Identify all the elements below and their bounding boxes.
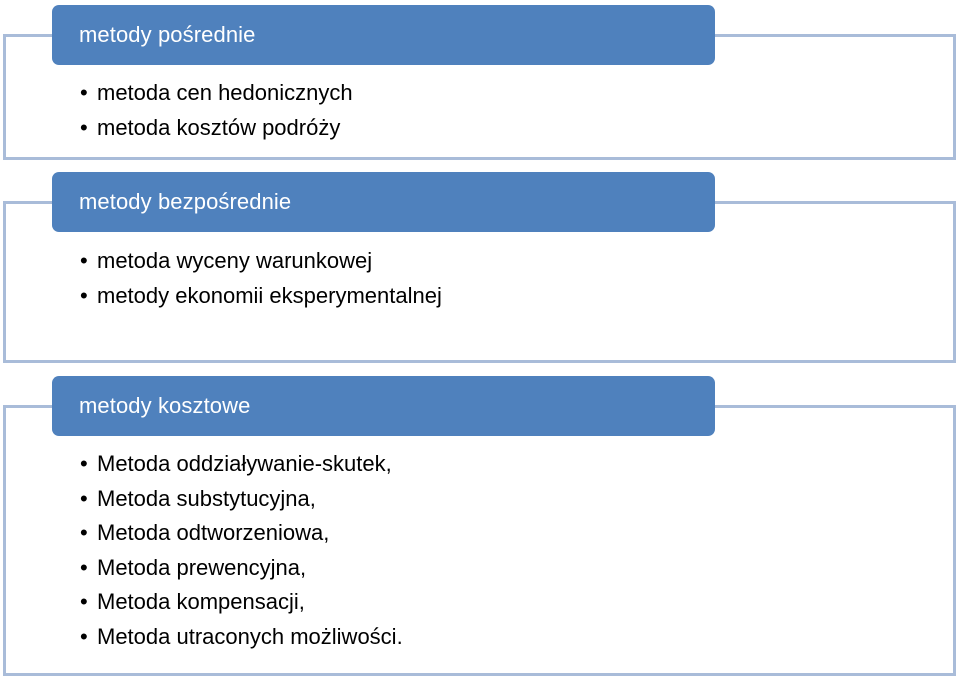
- list-item: • Metoda oddziaływanie-skutek,: [80, 447, 403, 482]
- section-list-cost: [80, 447, 403, 654]
- bullet-icon: •: [80, 114, 88, 140]
- bullet-icon: •: [80, 282, 88, 308]
- list-item: • metoda cen hedonicznych: [80, 76, 353, 111]
- section-title: metody pośrednie: [79, 22, 256, 47]
- bullet-icon: •: [80, 589, 88, 614]
- list-item: • Metoda odtworzeniowa,: [80, 516, 403, 551]
- list-item: • Metoda substytucyjna,: [80, 482, 403, 517]
- bullet-icon: •: [80, 520, 88, 545]
- section-title: metody bezpośrednie: [79, 189, 292, 214]
- list-item: • Metoda prewencyjna,: [80, 551, 403, 586]
- list-item: • Metoda utraconych możliwości.: [80, 620, 403, 655]
- section-title: metody kosztowe: [79, 393, 251, 418]
- bullet-icon: •: [80, 554, 88, 580]
- list-item: • metody ekonomii eksperymentalnej: [80, 279, 442, 314]
- section-list-indirect: [80, 76, 353, 145]
- list-item: • Metoda kompensacji,: [80, 585, 403, 620]
- section-header-cost: [52, 376, 715, 436]
- bullet-icon: •: [80, 451, 88, 476]
- section-header-indirect: [52, 5, 715, 65]
- bullet-icon: •: [80, 623, 88, 649]
- bullet-icon: •: [80, 485, 88, 511]
- section-list-direct: [80, 244, 442, 313]
- section-header-direct: [52, 172, 715, 232]
- bullet-icon: •: [80, 80, 88, 105]
- bullet-icon: •: [80, 248, 88, 273]
- list-item: • metoda wyceny warunkowej: [80, 244, 442, 279]
- list-item: • metoda kosztów podróży: [80, 111, 353, 146]
